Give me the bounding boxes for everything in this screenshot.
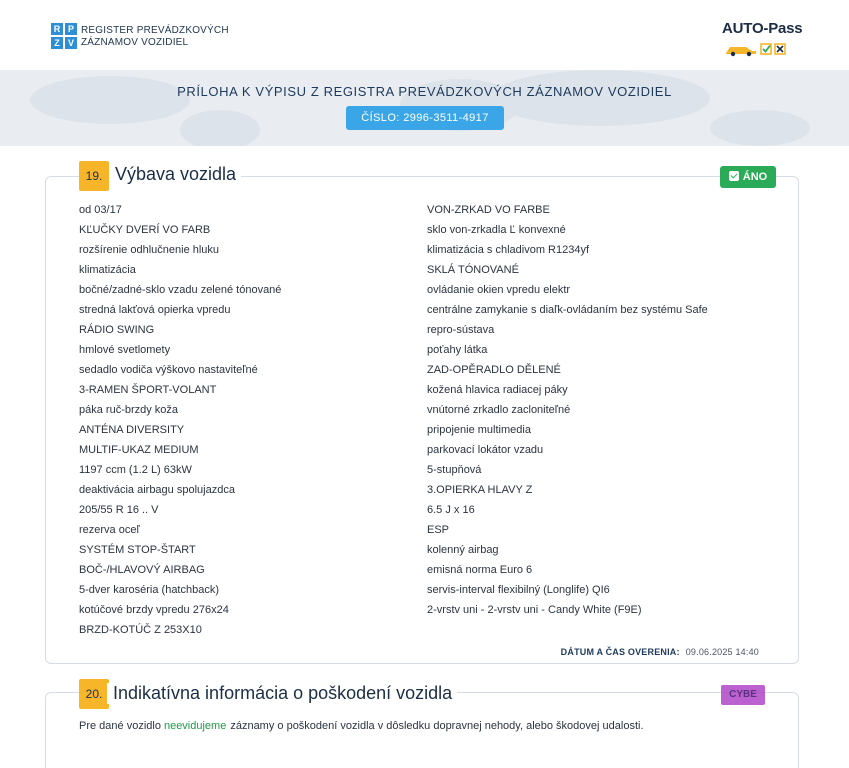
car-icon [726, 47, 756, 56]
list-item: klimatizácia [79, 264, 136, 276]
list-item: 205/55 R 16 .. V [79, 504, 159, 516]
section-number: 20. [79, 679, 109, 709]
list-item: 3.OPIERKA HLAVY Z [427, 484, 533, 496]
checkbox-icon [775, 44, 785, 54]
list-item: MULTIF-UKAZ MEDIUM [79, 444, 199, 456]
list-item: BRZD-KOTÚČ Z 253X10 [79, 624, 202, 636]
damage-text-before: Pre dané vozidlo [79, 720, 161, 732]
list-item: vnútorné zrkadlo zacloniteľné [427, 404, 571, 416]
equipment-list-left [79, 200, 281, 640]
list-item: stredná lakťová opierka vpredu [79, 304, 231, 316]
list-item: rozšírenie odhlučnenie hluku [79, 244, 220, 256]
logo-letter: P [65, 23, 77, 35]
list-item: ZAD-OPĚRADLO DĚLENÉ [427, 364, 561, 376]
rprzv-logo [51, 23, 77, 49]
list-item: sedadlo vodiča výškovo nastaviteľné [79, 364, 258, 376]
register-name [81, 25, 229, 49]
list-item: pripojenie multimedia [427, 424, 531, 436]
logo-letter: Z [51, 37, 63, 49]
list-item: deaktivácia airbagu spolujazdca [79, 484, 235, 496]
list-item: VON-ZRKAD VO FARBE [427, 204, 550, 216]
list-item: hmlové svetlomety [79, 344, 171, 356]
autopass-brand-name: AUTO-Pass [722, 20, 803, 37]
checkbox-icon [761, 44, 771, 54]
section-title: Výbava vozidla [109, 164, 241, 185]
list-item: SKLÁ TÓNOVANÉ [427, 264, 519, 276]
banner-title: PRÍLOHA K VÝPISU Z REGISTRA PREVÁDZKOVÝCH ZÁZNAMOV VOZIDIEL [177, 84, 672, 99]
damage-status-highlight: neevidujeme [163, 720, 227, 732]
page-header [0, 0, 849, 70]
list-item: rezerva oceľ [79, 524, 140, 536]
section-title: Indikatívna informácia o poškodení vozidla [107, 683, 457, 704]
list-item: sklo von-zrkadla Ľ konvexné [427, 224, 566, 236]
status-badge [720, 166, 776, 188]
list-item: 1197 ccm (1.2 L) 63kW [79, 464, 192, 476]
list-item: 5-stupňová [427, 464, 482, 476]
list-item: ANTÉNA DIVERSITY [79, 424, 185, 436]
list-item: poťahy látka [427, 344, 488, 356]
list-item: páka ruč-brzdy koža [79, 404, 179, 416]
list-item: servis-interval flexibilný (Longlife) QI6 [427, 584, 610, 596]
damage-info-text [79, 720, 644, 732]
list-item: bočné/zadné-sklo vzadu zelené tónované [79, 284, 282, 296]
list-item: parkovací lokátor vzadu [427, 444, 544, 456]
section-number: 19. [79, 161, 109, 191]
list-item: kožená hlavica radiacej páky [427, 384, 568, 396]
list-item: kolenný airbag [427, 544, 499, 556]
list-item: 3-RAMEN ŠPORT-VOLANT [79, 384, 217, 396]
register-name-line2: ZÁZNAMOV VOZIDIEL [81, 37, 189, 48]
list-item: SYSTÉM STOP-ŠTART [79, 544, 196, 556]
verification-label: DÁTUM A ČAS OVERENIA: [560, 647, 680, 657]
list-item: centrálne zamykanie s diaľk-ovládaním bez systému Safe [427, 304, 708, 316]
damage-text-after: záznamy o poškodení vozidla v dôsledku dopravnej nehody, alebo škodovej udalosti. [230, 720, 644, 732]
report-banner [0, 70, 849, 146]
source-stamp: CYBE [721, 685, 765, 705]
list-item: ovládanie okien vpredu elektr [427, 284, 571, 296]
list-item: BOČ-/HLAVOVÝ AIRBAG [79, 564, 205, 576]
list-item: RÁDIO SWING [79, 324, 155, 336]
list-item: emisná norma Euro 6 [427, 564, 533, 576]
list-item: klimatizácia s chladivom R1234yf [427, 244, 590, 256]
list-item: repro-sústava [427, 324, 495, 336]
logo-letter: V [65, 37, 77, 49]
list-item: KĽUČKY DVERÍ VO FARB [79, 224, 211, 236]
verification-timestamp [561, 647, 759, 657]
list-item: 6.5 J x 16 [427, 504, 475, 516]
logo-letter: R [51, 23, 63, 35]
list-item: 2-vrstv uni - 2-vrstv uni - Candy White (F9E) [427, 604, 642, 616]
register-name-line1: REGISTER PREVÁDZKOVÝCH [81, 25, 229, 36]
autopass-logo [722, 20, 806, 37]
status-label: ÁNO [742, 171, 768, 183]
list-item: ESP [427, 524, 450, 536]
autopass-brand-icons [724, 41, 804, 57]
list-item: 5-dver karoséria (hatchback) [79, 584, 220, 596]
verification-value: 09.06.2025 14:40 [685, 647, 759, 657]
list-item: kotúčové brzdy vpredu 276x24 [79, 604, 229, 616]
report-number-badge: ČÍSLO: 2996-3511-4917 [346, 106, 504, 130]
list-item: od 03/17 [79, 204, 122, 216]
check-icon [729, 171, 739, 181]
equipment-list-right [427, 200, 708, 620]
